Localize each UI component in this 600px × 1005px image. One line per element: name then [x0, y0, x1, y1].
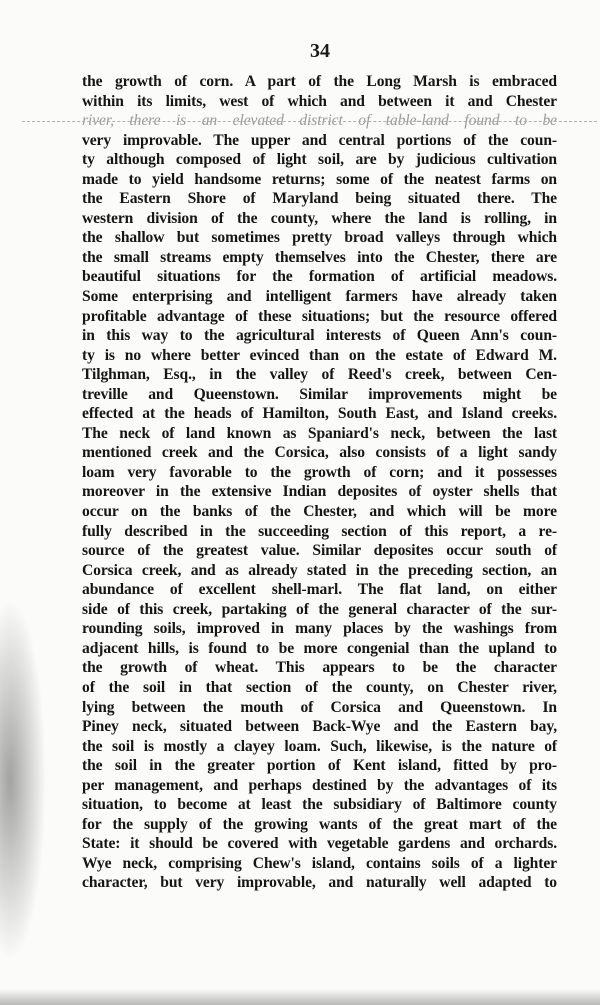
text-line: rounding soils, improved in many places by the washings from: [82, 620, 557, 638]
text-line: side of this creek, partaking of the general character of the sur-: [82, 600, 557, 618]
text-line: very improvable. The upper and central portions of the coun-: [82, 131, 557, 149]
text-line: State: it should be covered with vegetable gardens and orchards.: [82, 835, 557, 853]
text-line: Some enterprising and intelligent farmers have already taken: [82, 288, 557, 306]
text-line: the Eastern Shore of Maryland being situated there. The: [82, 190, 557, 208]
text-line: lying between the mouth of Corsica and Queenstown. In: [82, 698, 557, 716]
body-text: [82, 72, 557, 893]
text-line: source of the greatest value. Similar deposites occur south of: [82, 542, 557, 560]
text-line: river, there is an elevated district of table-land found to be: [82, 111, 557, 131]
text-line: western division of the county, where the land is rolling, in: [82, 209, 557, 227]
text-line: treville and Queenstown. Similar improvements might be: [82, 385, 557, 403]
text-line: the shallow but sometimes pretty broad valleys through which: [82, 229, 557, 247]
scan-smudge: [0, 560, 60, 1005]
text-line: occur on the banks of the Chester, and which will be more: [82, 503, 557, 521]
text-line: Tilghman, Esq., in the valley of Reed's creek, between Cen-: [82, 366, 557, 384]
text-line: the growth of corn. A part of the Long Marsh is embraced: [82, 73, 557, 90]
text-line: within its limits, west of which and between it and Chester: [82, 92, 557, 110]
text-line: the small streams empty themselves into the Chester, there are: [82, 248, 557, 266]
text-line: profitable advantage of these situations; but the resource offered: [82, 307, 557, 325]
text-line: abundance of excellent shell-marl. The flat land, on either: [82, 581, 557, 599]
text-line: the soil is mostly a clayey loam. Such, likewise, is the nature of: [82, 737, 557, 755]
text-line: effected at the heads of Hamilton, South East, and Island creeks.: [82, 405, 557, 423]
text-line: beautiful situations for the formation of artificial meadows.: [82, 268, 557, 286]
text-line: for the supply of the growing wants of the great mart of the: [82, 815, 557, 833]
text-line: Corsica creek, and as already stated in the preceding section, an: [82, 561, 557, 579]
dashed-scan-line: [22, 121, 597, 122]
text-line: Wye neck, comprising Chew's island, contains soils of a lighter: [82, 854, 557, 872]
scan-edge-shadow: [0, 989, 600, 1005]
text-line: Piney neck, situated between Back-Wye and the Eastern bay,: [82, 718, 557, 736]
text-line: per management, and perhaps destined by the advantages of its: [82, 776, 557, 794]
text-line: adjacent hills, is found to be more congenial than the upland to: [82, 639, 557, 657]
text-line: situation, to become at least the subsidiary of Baltimore county: [82, 796, 557, 814]
text-line: ty is no where better evinced than on the estate of Edward M.: [82, 346, 557, 364]
text-line: ty although composed of light soil, are by judicious cultivation: [82, 151, 557, 169]
text-line: fully described in the succeeding section of this report, a re-: [82, 522, 557, 540]
text-line: of the soil in that section of the county, on Chester river,: [82, 678, 557, 696]
text-line: the growth of wheat. This appears to be the character: [82, 659, 557, 677]
text-line: character, but very improvable, and naturally well adapted to: [82, 874, 557, 892]
text-line: made to yield handsome returns; some of the neatest farms on: [82, 170, 557, 188]
text-line: the soil in the greater portion of Kent island, fitted by pro-: [82, 757, 557, 775]
text-line: in this way to the agricultural interests of Queen Ann's coun-: [82, 327, 557, 345]
text-line: The neck of land known as Spaniard's neck, between the last: [82, 424, 557, 442]
page-number: 34: [310, 40, 330, 62]
text-line: mentioned creek and the Corsica, also consists of a light sandy: [82, 444, 557, 462]
text-line: loam very favorable to the growth of corn; and it possesses: [82, 463, 557, 481]
text-line: moreover in the extensive Indian deposites of oyster shells that: [82, 483, 557, 501]
